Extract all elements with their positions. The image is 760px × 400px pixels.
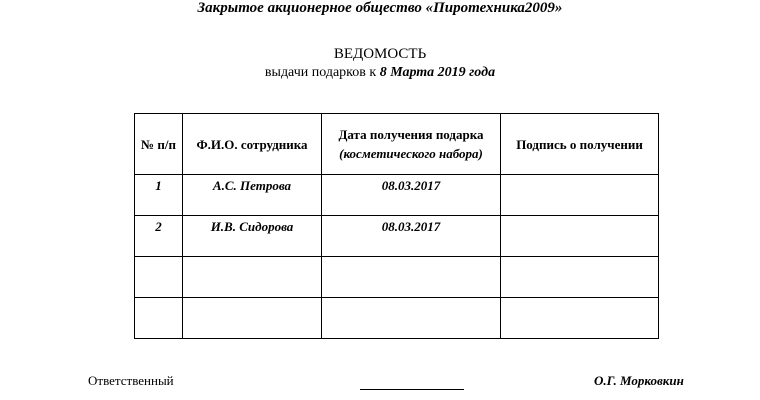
cell-date: 08.03.2017: [322, 216, 501, 257]
cell-signature: [501, 298, 659, 339]
signature-line: [360, 389, 464, 390]
table-row: [135, 216, 659, 257]
table-row: [135, 257, 659, 298]
cell-signature: [501, 175, 659, 216]
header-date: [322, 114, 501, 175]
cell-name: [183, 257, 322, 298]
document-title: ВЕДОМОСТЬ: [333, 46, 427, 62]
cell-date: 08.03.2017: [322, 175, 501, 216]
header-date-line1: Дата получения подарка: [338, 127, 484, 142]
table-row: [135, 175, 659, 216]
responsible-name: О.Г. Морковкин: [594, 373, 684, 388]
header-signature: Подпись о получении: [501, 114, 659, 175]
issuance-table: [134, 113, 659, 339]
header-date-line2: (косметического набора): [339, 146, 483, 161]
cell-number: [135, 298, 183, 339]
table-row: [135, 298, 659, 339]
header-name: Ф.И.О. сотрудника: [183, 114, 322, 175]
header-number: № п/п: [135, 114, 183, 175]
cell-signature: [501, 216, 659, 257]
cell-name: А.С. Петрова: [183, 175, 322, 216]
responsible-label: Ответственный: [88, 373, 174, 388]
table-header-row: [135, 114, 659, 175]
cell-signature: [501, 257, 659, 298]
cell-name: И.В. Сидорова: [183, 216, 322, 257]
cell-number: 2: [135, 216, 183, 257]
cell-date: [322, 257, 501, 298]
cell-number: 1: [135, 175, 183, 216]
cell-date: [322, 298, 501, 339]
subtitle-prefix: выдачи подарков к: [264, 65, 377, 80]
subtitle-date: 8 Марта 2019 года: [379, 65, 496, 80]
cell-number: [135, 257, 183, 298]
company-name: Закрытое акционерное общество «Пиротехника2009»: [197, 0, 563, 16]
document-subtitle: [0, 65, 760, 81]
cell-name: [183, 298, 322, 339]
